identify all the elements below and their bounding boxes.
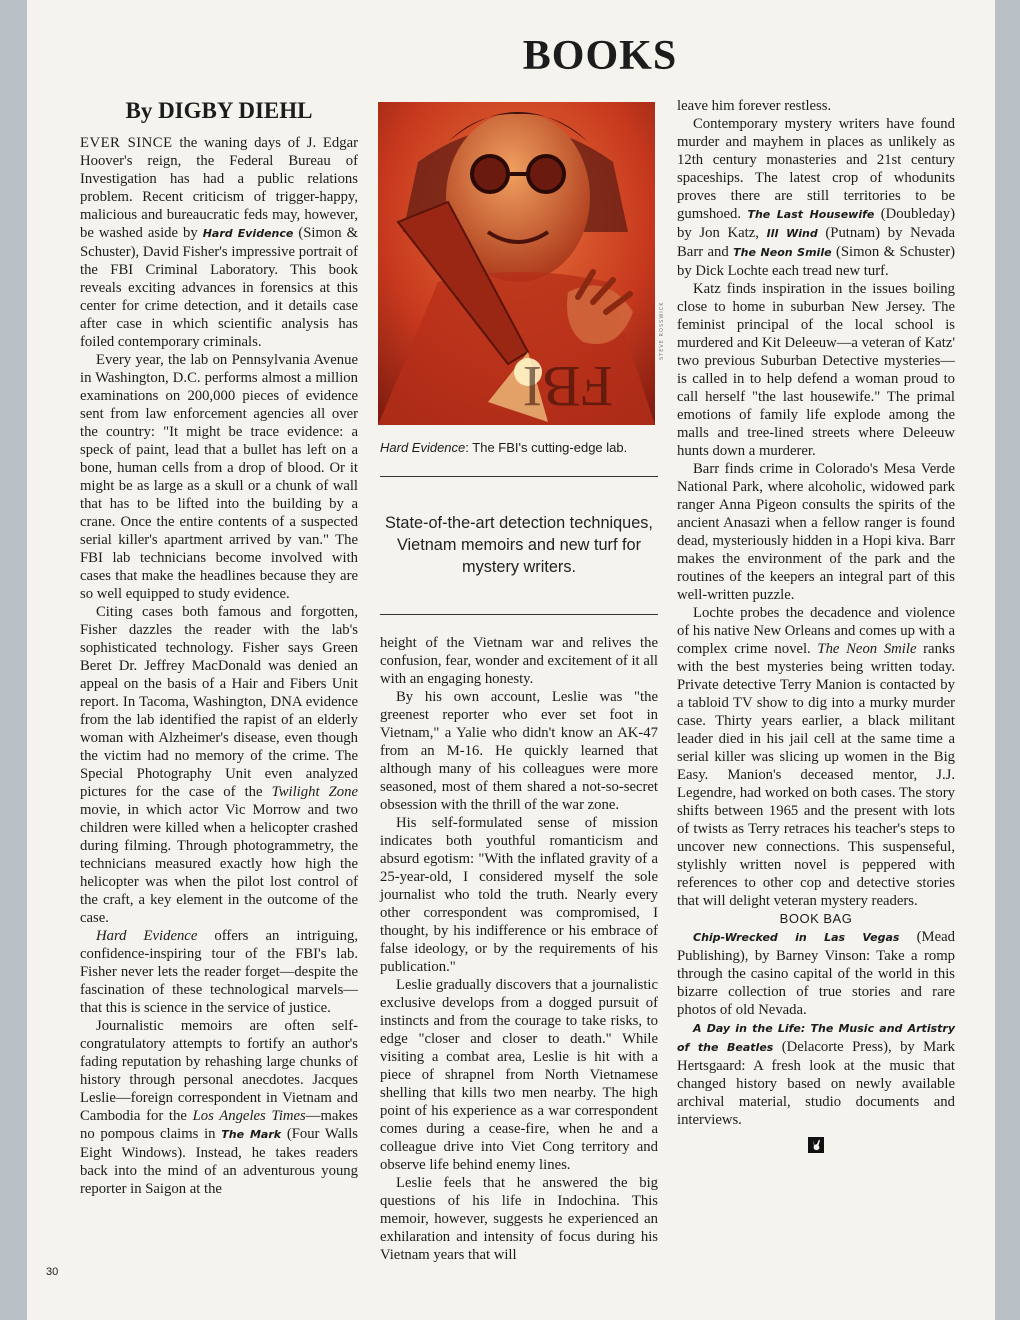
text: (Doubleday) by Jon Katz, [677, 206, 955, 241]
paragraph: Every year, the lab on Pennsylvania Avenue in Washington, D.C. performs almost a million examinations on 200,000 pieces of evidence sent from law enforcement agencies all over the country: "It might be trace evidence: a speck of paint, lead that a bullet has left on a bone, human cells from a drop of blood. Or it might be as large as a skull or a chunk of wall that has to be lifted into the building by a crane. Once the entire contents of a suspected serial killer's apartment arrived by van." The FBI lab technicians become involved with cases that make the headlines because they are so well equipped to study evidence. [80, 352, 358, 602]
book-title: The Neon Smile [817, 641, 917, 657]
divider [380, 614, 658, 615]
caption-title: Hard Evidence [380, 440, 466, 455]
paragraph: Leslie gradually discovers that a journalistic exclusive develops from a dogged pursuit of instincts and from the courage to take risks, to edge "closer and closer to death." While visiting a combat area, Leslie is hit with a piece of shrapnel from North Vietnamese shelling that kills two men nearby. The high point of his experience as a war correspondent comes during a cease-fire, when he and a colleague drive into Viet Cong territory and observe life behind enemy lines. [380, 977, 658, 1173]
book-title: Chip-Wrecked in Las Vegas [693, 931, 900, 944]
text: movie, in which actor Vic Morrow and two children were killed when a helicopter crashed during filming. Through photogrammetry, the technicians measured exactly how high the helicopter was when the pilot lost control of the craft, a key element in the outcome of the case. [80, 802, 358, 926]
section-title: BOOKS [522, 33, 678, 79]
paragraph [80, 927, 358, 1017]
book-title: Hard Evidence [202, 227, 294, 240]
text: (Putnam) by Nevada Barr and [677, 225, 956, 260]
byline: By DIGBY DIEHL [125, 98, 313, 123]
column-2 [380, 634, 658, 1264]
book-title: Hard Evidence [96, 928, 198, 944]
rabbit-head-icon [808, 1137, 824, 1153]
text: Contemporary mystery writers have found murder and mayhem in places as unlikely as 12th century monasteries and 21st century spaceships. The latest crop of whodunits proves there are still territories to be gumshoed. [677, 116, 955, 222]
text: —makes no pompous claims in [80, 1108, 358, 1142]
pull-quote: State-of-the-art detection techniques, Vietnam memoirs and new turf for mystery writers. [385, 514, 653, 576]
book-title: A Day in the Life: The Music and Artistry of the Beatles [677, 1022, 955, 1054]
left-page-edge [0, 0, 27, 1320]
book-title: Ill Wind [766, 227, 818, 240]
text: offers an intriguing, confidence-inspiring tour of the FBI's lab. Fisher never lets the reader forget—despite the fascination of these technological marvels—that this is science in the service of justice. [80, 928, 358, 1016]
paragraph [677, 604, 955, 910]
paragraph: Katz finds inspiration in the issues boiling close to home in suburban New Jersey. The feminist principal of the local school is murdered and Kit Deleeuw—a veteran of Katz' two previous Suburban Detective mysteries—is called in to help defend a woman proud to call herself "the last housewife." The primal emotions of family life explode among the malls and tree-lined streets where Deleeuw hunts down a murderer. [677, 281, 955, 459]
book-title: The Neon Smile [733, 246, 832, 259]
paragraph: leave him forever restless. [677, 98, 832, 114]
text: (Delacorte Press), by Mark Hertsgaard: A fresh look at the music that changed history based on newly available archival material, studio documents and interviews. [677, 1039, 955, 1128]
text: (Simon & Schuster) by Dick Lochte each tread new turf. [677, 244, 955, 279]
film-title: Twilight Zone [271, 784, 359, 800]
book-bag-item [677, 1019, 955, 1129]
paragraph: Barr finds crime in Colorado's Mesa Verde National Park, where alcoholic, widowed park ranger Anna Pigeon consults the spirits of the ancient Anasazi when a fellow ranger is found dead, mysteriously hidden in a Hopi kiva. Barr makes the environment of the park and the routines of the keepers an integral part of this well-written puzzle. [677, 461, 955, 603]
text: Citing cases both famous and forgotten, Fisher dazzles the reader with the lab's sophisticated technology. Fisher says Green Beret Dr. Jeffrey MacDonald was denied an appeal on the basis of a Hair and Fibers Unit report. In Tacoma, Washington, DNA evidence from the lab identified the rapist of an elderly woman with Alzheimer's disease, even though the victim had no memory of the crime. The Special Photography Unit even analyzed pictures for the case of the [80, 604, 358, 800]
book-bag-heading: BOOK BAG [779, 911, 853, 926]
text: (Four Walls Eight Windows). Instead, he takes readers back into the mind of an adventurous young reporter in Saigon at the [80, 1126, 359, 1197]
paragraph: height of the Vietnam war and relives the confusion, fear, wonder and excitement of it all with an engaging honesty. [380, 635, 658, 687]
lead-in: EVER SINCE [80, 135, 173, 151]
text: Lochte probes the decadence and violence of his native New Orleans and comes up with a complex crime novel. [677, 605, 955, 657]
photo-credit: STEVE ROSSWICK [659, 301, 665, 360]
illustration-caption [380, 440, 660, 455]
paragraph: By his own account, Leslie was "the greenest reporter who ever set foot in Vietnam," a Yalie who didn't know an AK-47 from an M-16. He quickly learned that although many of his colleagues were more seasoned, most of them shared a not-so-secret obsession with the thrill of the war zone. [380, 689, 658, 813]
book-title: The Last Housewife [747, 208, 875, 221]
caption-text: : The FBI's cutting-edge lab. [465, 440, 628, 455]
divider [380, 476, 658, 477]
column-1 [80, 134, 358, 1198]
paragraph [80, 603, 358, 927]
text: (Simon & Schuster), David Fisher's impressive portrait of the FBI Criminal Laboratory. This book reveals exciting advances in forensics at this center for crime detection, and it details case after case in which scientific analysis has foiled contemporary criminals. [80, 225, 358, 350]
paragraph: Leslie feels that he answered the big questions of his life in Indochina. This memoir, however, suggests he experienced an exhilaration and intensity of focus during his Vietnam years that will [380, 1175, 658, 1263]
newspaper-title: Los Angeles Times [192, 1108, 306, 1124]
illustration [378, 102, 655, 425]
fbi-lab-illustration [378, 102, 655, 425]
text: the waning days of J. Edgar Hoover's reign, the Federal Bureau of Investigation has had a public relations problem. Recent criticism of trigger-happy, malicious and bureaucratic feds may, however, be washed aside by [80, 135, 359, 241]
paragraph: His self-formulated sense of mission indicates both youthful romanticism and absurd egotism: "With the inflated gravity of a 25-year-old, I considered myself the sole journalist who told the truth. Nearly every other correspondent was compromised, I thought, by his indifference or his embrace of false ideology, or by the requirements of his publication." [380, 815, 658, 975]
paragraph [677, 115, 955, 280]
text: Journalistic memoirs are often self-congratulatory attempts to fortify an author's fading reputation by rehashing large chunks of history through personal anecdotes. Jacques Leslie—foreign correspondent in Vietnam and Cambodia for the [80, 1018, 358, 1124]
book-title: The Mark [221, 1128, 282, 1141]
column-3 [677, 97, 955, 1153]
book-bag-item [677, 928, 955, 1019]
paragraph [80, 134, 358, 351]
right-page-edge [995, 0, 1020, 1320]
fbi-letters: FBI [522, 354, 613, 419]
page-number: 30 [46, 1266, 59, 1278]
text: ranks with the best mysteries being written today. Private detective Terry Manion is contacted by a tabloid TV show to dig into a murky murder case. Thirty years earlier, a black militant leader died in his jail cell at the same time a serial killer was slicing up women in the Big Easy. Manion's deceased mentor, J.J. Legendre, had worked on both cases. The story shifts between 1965 and the present with lots of twists as Terry retraces his teacher's steps to uncover new connections. This suspenseful, stylishly written novel is peppered with references to other cop and detective stories that will delight veteran mystery readers. [677, 641, 955, 909]
text: (Mead Publishing), by Barney Vinson: Take a romp through the casino capital of the world in this bizarre collection of true stories and rare photos of old Nevada. [677, 929, 955, 1018]
paragraph [80, 1017, 358, 1198]
